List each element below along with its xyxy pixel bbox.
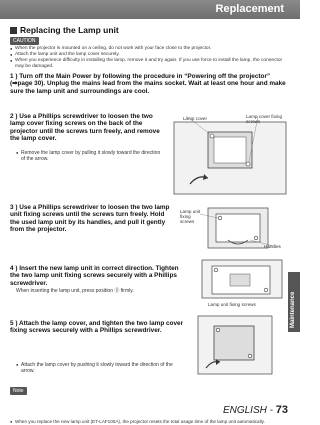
callout-lamp-cover-screws: Lamp cover fixing screws	[246, 114, 283, 124]
step-1-text: 1 ) Turn off the Main Power by following the procedure in “Powering off the projector” (➡page 30). Unplug the mains lead from the mains socket. Wait at least one hour and make sure the lamp unit and surroundings are cool.	[10, 73, 286, 95]
page-number-prefix: ENGLISH -	[222, 405, 276, 416]
caution-item: ● When the projector is mounted on a ceiling, do not work with your face close to the projector.	[10, 46, 286, 52]
step-5-bullet: ● Attach the lamp cover by pushing it slowly toward the direction of the arrow.	[16, 362, 181, 374]
caution-list	[10, 46, 286, 70]
callout-lamp-unit-screws: Lamp unit fixing screws	[180, 209, 201, 224]
caution-item: ● Attach the lamp unit and the lamp cover securely.	[10, 52, 286, 58]
lamp-unit-insert-figure	[198, 258, 286, 300]
maintenance-side-tab	[288, 272, 300, 332]
lamp-cover-figure	[170, 114, 290, 196]
note-text: ● When you replace the new lamp unit (ET-LAF100A), the projector resets the total usage time of the lamp unit automatically.	[10, 419, 295, 425]
section-marker-icon	[10, 27, 17, 34]
step-3-heading: 3 ) Use a Phillips screwdriver to loosen the two lamp unit fixing screws until the screws turn freely. Hold the used lamp unit by its handles, and pull it gently from the projector.	[10, 204, 170, 234]
header-title: Replacement	[215, 3, 284, 15]
note-label: Note	[10, 387, 27, 395]
page-number	[223, 404, 288, 416]
caution-item: ● When you experience difficulty in installing the lamp, remove it and try again. If you use force to install the lamp, the connector may be damaged.	[10, 58, 286, 70]
step-5-heading: 5 ) Attach the lamp cover, and tighten the two lamp cover fixing screws securely with a Phillips screwdriver.	[10, 320, 184, 335]
caution-label: CAUTION	[10, 37, 39, 45]
callout-handles: Handles	[264, 244, 281, 249]
lamp-cover-attach-figure	[196, 312, 276, 378]
step-4-heading: 4 ) Insert the new lamp unit in correct direction. Tighten the two lamp unit fixing screws securely with a Phillips screwdriver.	[10, 265, 179, 287]
step-4-subtext: When inserting the lamp unit, press position Ⓑ firmly.	[16, 288, 134, 294]
section-title-text: Replacing the Lamp unit	[20, 25, 119, 35]
page-number-value: 73	[275, 404, 288, 416]
page-header-bar	[0, 0, 300, 19]
callout-lamp-cover: Lamp cover	[183, 116, 208, 121]
step-2-heading: 2 ) Use a Phillips screwdriver to loosen the two lamp cover fixing screws on the back of the projector until the screws turn freely, and remove the lamp cover.	[10, 113, 160, 143]
side-tab-label: Maintenance	[290, 291, 296, 328]
section-heading	[10, 25, 119, 35]
callout-lamp-unit-fixing-screws: Lamp unit fixing screws	[208, 302, 256, 307]
step-2-bullet: ● Remove the lamp cover by pulling it slowly toward the direction of the arrow.	[16, 150, 161, 162]
